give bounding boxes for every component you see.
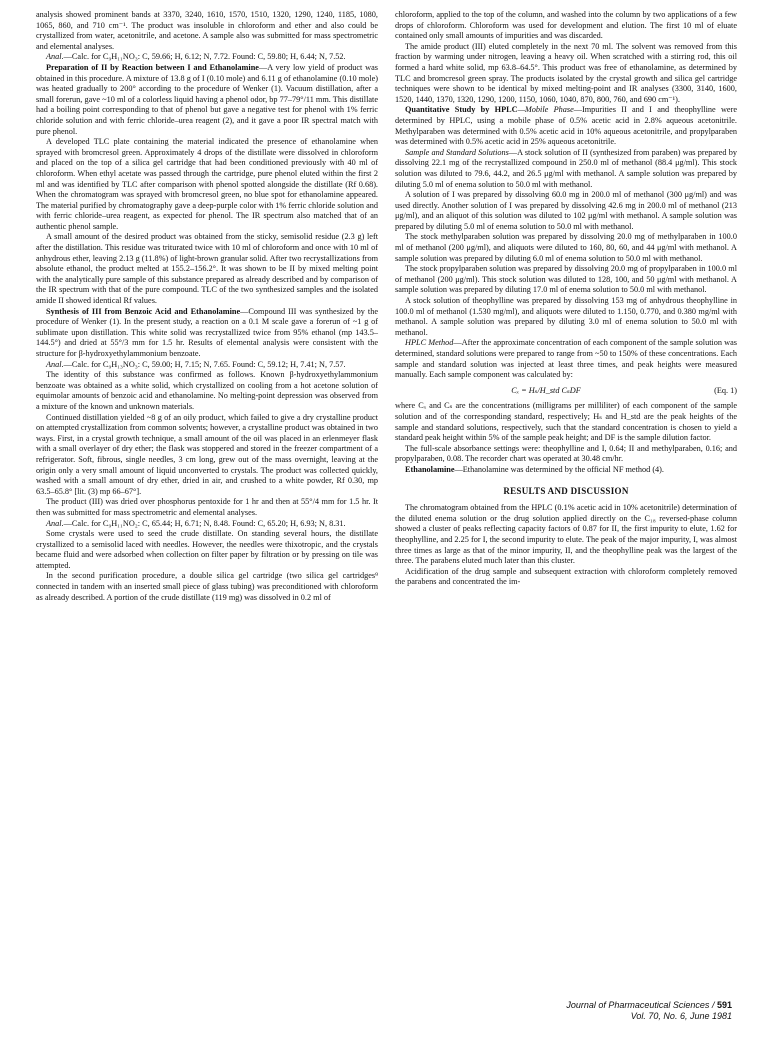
paragraph — [395, 465, 737, 476]
paragraph — [36, 232, 378, 306]
paragraph — [395, 401, 737, 443]
paragraph-text: where Cₓ and Cₛ are the concentrations (milligrams per milliliter) of each component of the sample solution and of the corresponding standard, respectively; Hₛ and H_std are the peak heights of the sample and standard solutions, respectively, such that the standard concentration is chosen to yield a standard peak height within 5% of the sample peak height; and DF is the sample dilution factor. — [395, 401, 737, 443]
paragraph-text: The amide product (III) eluted completely in the next 70 ml. The solvent was removed from this fraction by warming under nitrogen, leaving a heavy oil. When scratched with a stirring rod, this oil formed a hard white solid, mp 63.8–64.5°. This product was free of ethanolamine, as determined by TLC and bromcresol green spray. The products isolated by the crystal growth and silica gel cartridge techniques were shown to be identical by mixed melting-point and IR analyses (3300, 3140, 1600, 1520, 1440, 1370, 1320, 1290, 1200, 1150, 1060, 1040, 870, 800, 760, and 690 cm⁻¹). — [395, 41, 737, 104]
paragraph — [395, 296, 737, 338]
run-in-heading: Anal. — [46, 518, 64, 528]
equation — [395, 386, 737, 397]
paragraph-text: —A very low yield of product was obtained in this procedure. A mixture of 13.8 g of I (0.10 mole) and 6.11 g of ethanolamine (0.10 mole) was heated gradually to 200° according to the procedure of Wenker (1). Vacuum distillation, after a small forerun, gave ~10 ml of a colorless liquid having a phenol odor, bp 77–79°/11 mm. This distillate had a boiling point corresponding to that of phenol but gave a negative test for phenol with 1% ferric chloride solution and with ferric chloride–urea reagent (2), and it gave a poor IR spectral match with pure phenol. — [36, 62, 378, 136]
paragraph — [395, 338, 737, 380]
run-in-heading: Sample and Standard Solutions — [405, 147, 509, 157]
paragraph — [395, 444, 737, 465]
paragraph — [36, 571, 378, 603]
paragraph-text: —Calc. for C₉H₁₁NO₂: C, 65.44; H, 6.71; N, 8.48. Found: C, 65.20; H, 6.93; N, 8.31. — [63, 518, 346, 528]
paragraph-text: analysis showed prominent bands at 3370, 3240, 1610, 1570, 1510, 1320, 1290, 1240, 1185, 1080, 1065, 860, and 710 cm⁻¹. The product was insoluble in chloroform and ether and also could be crystallized from water, acetonitrile, and acetone. A sample also was submitted for mass spectrometric and elemental analyses. — [36, 10, 378, 51]
paragraph — [395, 10, 737, 42]
page-number: 591 — [716, 1000, 732, 1010]
paragraph-text: A stock solution of theophylline was prepared by dissolving 153 mg of anhydrous theophylline in 100.0 ml of methanol (1.530 mg/ml), and aliquots were diluted to 1.150, 0.770, and 0.380 mg/ml with methanol. A sample solution was prepared by diluting 3.0 ml of enema solution to 50.0 ml with methanol. — [395, 296, 737, 337]
paragraph-text: In the second purification procedure, a double silica gel cartridge (two silica gel cartridges⁹ connected in tandem with an inserted small piece of glass tubing) was preconditioned with chloroform as already described. A portion of the crude distillate (119 mg) was dissolved in 0.2 ml of — [36, 571, 378, 602]
paragraph-text: A small amount of the desired product was obtained from the sticky, semisolid residue (2.3 g) left after the distillation. This residue was triturated twice with 10 ml of chloroform and once with 10 ml of anhydrous ether, leaving 2.13 g (11.8%) of light-brown granular solid. After two recrystallizations from absolute ethanol, the product melted at 155.2–156.2°. It was shown to be II by mixed melting point with the analytically pure sample of this substance prepared as already described and by comparison of the IR spectrum with that of the pure compound. TLC of the two synthesized samples and the isolated amide II showed identical Rf values. — [36, 232, 378, 306]
paragraph — [395, 567, 737, 588]
run-in-heading: Preparation of II by Reaction between I and Ethanolamine — [46, 62, 259, 72]
paragraph — [395, 264, 737, 296]
paragraph — [395, 503, 737, 567]
paragraph — [36, 370, 378, 412]
paragraph — [395, 190, 737, 232]
equation-body: Cₓ = Hₛ/H_std CₛDF — [511, 385, 581, 395]
paragraph — [395, 42, 737, 106]
run-in-heading: Anal. — [46, 359, 64, 369]
paragraph-text: The stock methylparaben solution was prepared by dissolving 20.0 mg of methylparaben in 100.0 ml of methanol (200 μg/ml), and aliquots were diluted to 160, 80, 60, and 44 μg/ml with methanol. A sample solution was prepared by diluting 6.0 ml of enema solution to 50.0 ml with methanol. — [395, 232, 737, 263]
paragraph — [36, 519, 378, 530]
page-footer — [566, 1000, 732, 1022]
paragraph-text: The product (III) was dried over phosphorus pentoxide for 1 hr and then at 55°/4 mm for 1.5 hr. It then was submitted for mass spectrometric and elemental analyses. — [36, 497, 378, 517]
journal-name: Journal of Pharmaceutical Sciences — [566, 1000, 710, 1010]
paragraph-text: chloroform, applied to the top of the column, and washed into the column by two applications of a few drops of chloroform. Chloroform was used for development and elution. The first 10 ml of eluate contained only small amounts of impurities and was discarded. — [395, 10, 737, 41]
paragraph-text: The identity of this substance was confirmed as follows. Known β-hydroxyethylammonium benzoate was obtained as a white solid, which crystallized on cooling from a hot acetone solution of equimolar amounts of benzoic acid and ethanolamine. No melting-point depression was observed from a mixture of the known and unknown materials. — [36, 370, 378, 411]
paragraph-text: The full-scale absorbance settings were: theophylline and I, 0.64; II and methylparaben, 0.16; and propylparaben, 0.08. The recorder chart was operated at 30.48 cm/hr. — [395, 443, 737, 464]
paragraph-text: —After the approximate concentration of each component of the sample solution was determined, standard solutions were prepared to range from ~50 to 150% of these concentrations. Each sample and standard solution was injected at least three times, and peak heights were measured manually. Each sample component was calculated by: — [395, 338, 737, 380]
paragraph — [36, 52, 378, 63]
paragraph-text: The chromatogram obtained from the HPLC (0.1% acetic acid in 10% acetonitrile) determination of the diluted enema solution or the drug solution applied directly on the C₁₈ reversed-phase column showed a cluster of peaks reflecting capacity factors of 0.87 for II, the first impurity to elute, 1.62 for theophylline, and 2.25 for I, the second impurity to elute. The peak of the major impurity, I, was almost three times as large as that of the minor impurity, II, and the theophylline peak was the largest of the three. The parabens eluted much later than this cluster. — [395, 503, 737, 566]
run-in-heading: Quantitative Study by HPLC — [405, 105, 518, 115]
run-in-subheading: —Mobile Phase — [517, 105, 574, 115]
paragraph-text: —Calc. for C₉H₁₁NO₃: C, 59.66; H, 6.12; N, 7.72. Found: C, 59.80; H, 6.44; N, 7.52. — [63, 52, 346, 62]
paragraph-text: A developed TLC plate containing the material indicated the presence of ethanolamine when sprayed with bromcresol green. Approximately 4 drops of the distillate were dissolved in chloroform and placed on the top of a silica gel cartridge that had been conditioned previously with 40 ml of chloroform. When ethyl acetate was passed through the cartridge, pure phenol eluted within the first 2 ml and was identified by TLC after comparison with phenol spotted alongside the distillate (Rf 0.68). When the chromatogram was sprayed with bromcresol green, no blue spot for ethanolamine appeared. The material purified by chromatography gave a deep-purple color with 1% ferric chloride solution and with ferric chloride–urea reagent, as expected for phenol. The IR spectrum also matched that of an authentic phenol sample. — [36, 137, 378, 231]
paragraph-text: —Impurities II and I and theophylline were determined by HPLC, using a mobile phase of 0.5% acetic acid in 2.8% aqueous acetonitrile. Methylparaben was determined with 0.5% acetic acid in 10% aqueous acetonitrile, and propylparaben was determined with 0.5% acetic acid in 25% aqueous acetonitrile. — [395, 105, 737, 147]
paragraph — [36, 497, 378, 518]
paragraph-text: Continued distillation yielded ~8 g of an oily product, which failed to give a dry crystalline product on attempted crystallization from common solvents; however, a crystalline product was obtained in two ways. First, in a crystal growth technique, a small amount of the oil was placed in an erlenmeyer flask with a small overlayer of dry ether; the flask was stoppered and stored in the freezer compartment of a refrigerator. Soft, fibrous, single needles, 3 cm long, grew out of the mass overnight, leaving at the origin only a very small amount of liquid unconverted to crystals. The product was collected quickly, washed with a small amount of dry ether, dried in air, and crushed to a white powder, Rf 0.30, mp 63.5–65.8° [lit. (3) mp 66–67°]. — [36, 412, 378, 496]
paragraph — [36, 360, 378, 371]
paragraph-text: Acidification of the drug sample and subsequent extraction with chloroform completely removed the parabens and concentrated the im- — [395, 566, 737, 587]
run-in-heading: Anal. — [46, 52, 64, 62]
paragraph — [395, 232, 737, 264]
paragraph — [36, 529, 378, 571]
paragraph-text: —Compound III was synthesized by the procedure of Wenker (1). In the present study, a reaction on a 0.1 M scale gave a forerun of ~1 g of sublimate upon distillation. This white solid was recrystallized twice from 95% ethanol (mp 143.5–144.5°) and dried at 55°/3 mm for 1.5 hr. Results of elemental analysis were consistent with the structure for β-hydroxyethylammonium benzoate. — [36, 306, 379, 358]
paragraph — [36, 10, 378, 52]
equation-number: (Eq. 1) — [714, 385, 737, 395]
footer-journal-line: Journal of Pharmaceutical Sciences / 591 — [566, 1000, 732, 1010]
paragraph-text: —Ethanolamine was determined by the official NF method (4). — [454, 464, 664, 474]
left-column — [36, 10, 378, 603]
section-heading: RESULTS AND DISCUSSION — [503, 485, 629, 496]
paragraph-text: —Calc. for C₉H₁₃NO₃: C, 59.00; H, 7.15; N, 7.65. Found: C, 59.12; H, 7.41; N, 7.57. — [63, 359, 346, 369]
paragraph — [395, 105, 737, 147]
paragraph — [36, 413, 378, 498]
run-in-heading: Ethanolamine — [405, 464, 455, 474]
paragraph — [36, 63, 378, 137]
paragraph-text: —A stock solution of II (synthesized from paraben) was prepared by dissolving 22.1 mg of the recrystallized compound in 250.0 ml of methanol (88.4 μg/ml). This stock solution was diluted to 79.6, 44.2, and 26.5 μg/ml with methanol. A sample solution was prepared by diluting 5.0 ml of enema solution to 50.0 ml with methanol. — [395, 147, 738, 189]
paragraph-text: The stock propylparaben solution was prepared by dissolving 20.0 mg of propylparaben in 100.0 ml of methanol (200 μg/ml). This stock solution was diluted to 128, 100, and 50 μg/ml with methanol. A sample solution was prepared by diluting 17.0 ml of enema solution to 50.0 ml with methanol. — [395, 264, 737, 295]
run-in-heading: HPLC Method — [405, 338, 454, 348]
paragraph — [395, 148, 737, 190]
paragraph-text: Some crystals were used to seed the crude distillate. On standing several hours, the distillate crystallized to a semisolid laced with needles. However, the needles were thixotropic, and the crystals became fluid and were adsorbed when collection on filter paper by filtration or by pressing on tile was attempted. — [36, 529, 378, 570]
right-column — [395, 10, 737, 588]
run-in-heading: Synthesis of III from Benzoic Acid and Ethanolamine — [46, 306, 241, 316]
paragraph-text: A solution of I was prepared by dissolving 60.0 mg in 200.0 ml of methanol (300 μg/ml) and was used directly. Another solution of I was prepared by dissolving 42.6 mg in 200.0 ml of methanol (213 μg/ml), and an aliquot of this solution was diluted to 102 μg/ml with methanol. A sample solution was prepared by diluting 5.0 ml of enema solution to 50.0 ml with methanol. — [395, 190, 737, 231]
paragraph — [36, 137, 378, 232]
volume-line: Vol. 70, No. 6, June 1981 — [630, 1011, 732, 1021]
paragraph — [36, 307, 378, 360]
